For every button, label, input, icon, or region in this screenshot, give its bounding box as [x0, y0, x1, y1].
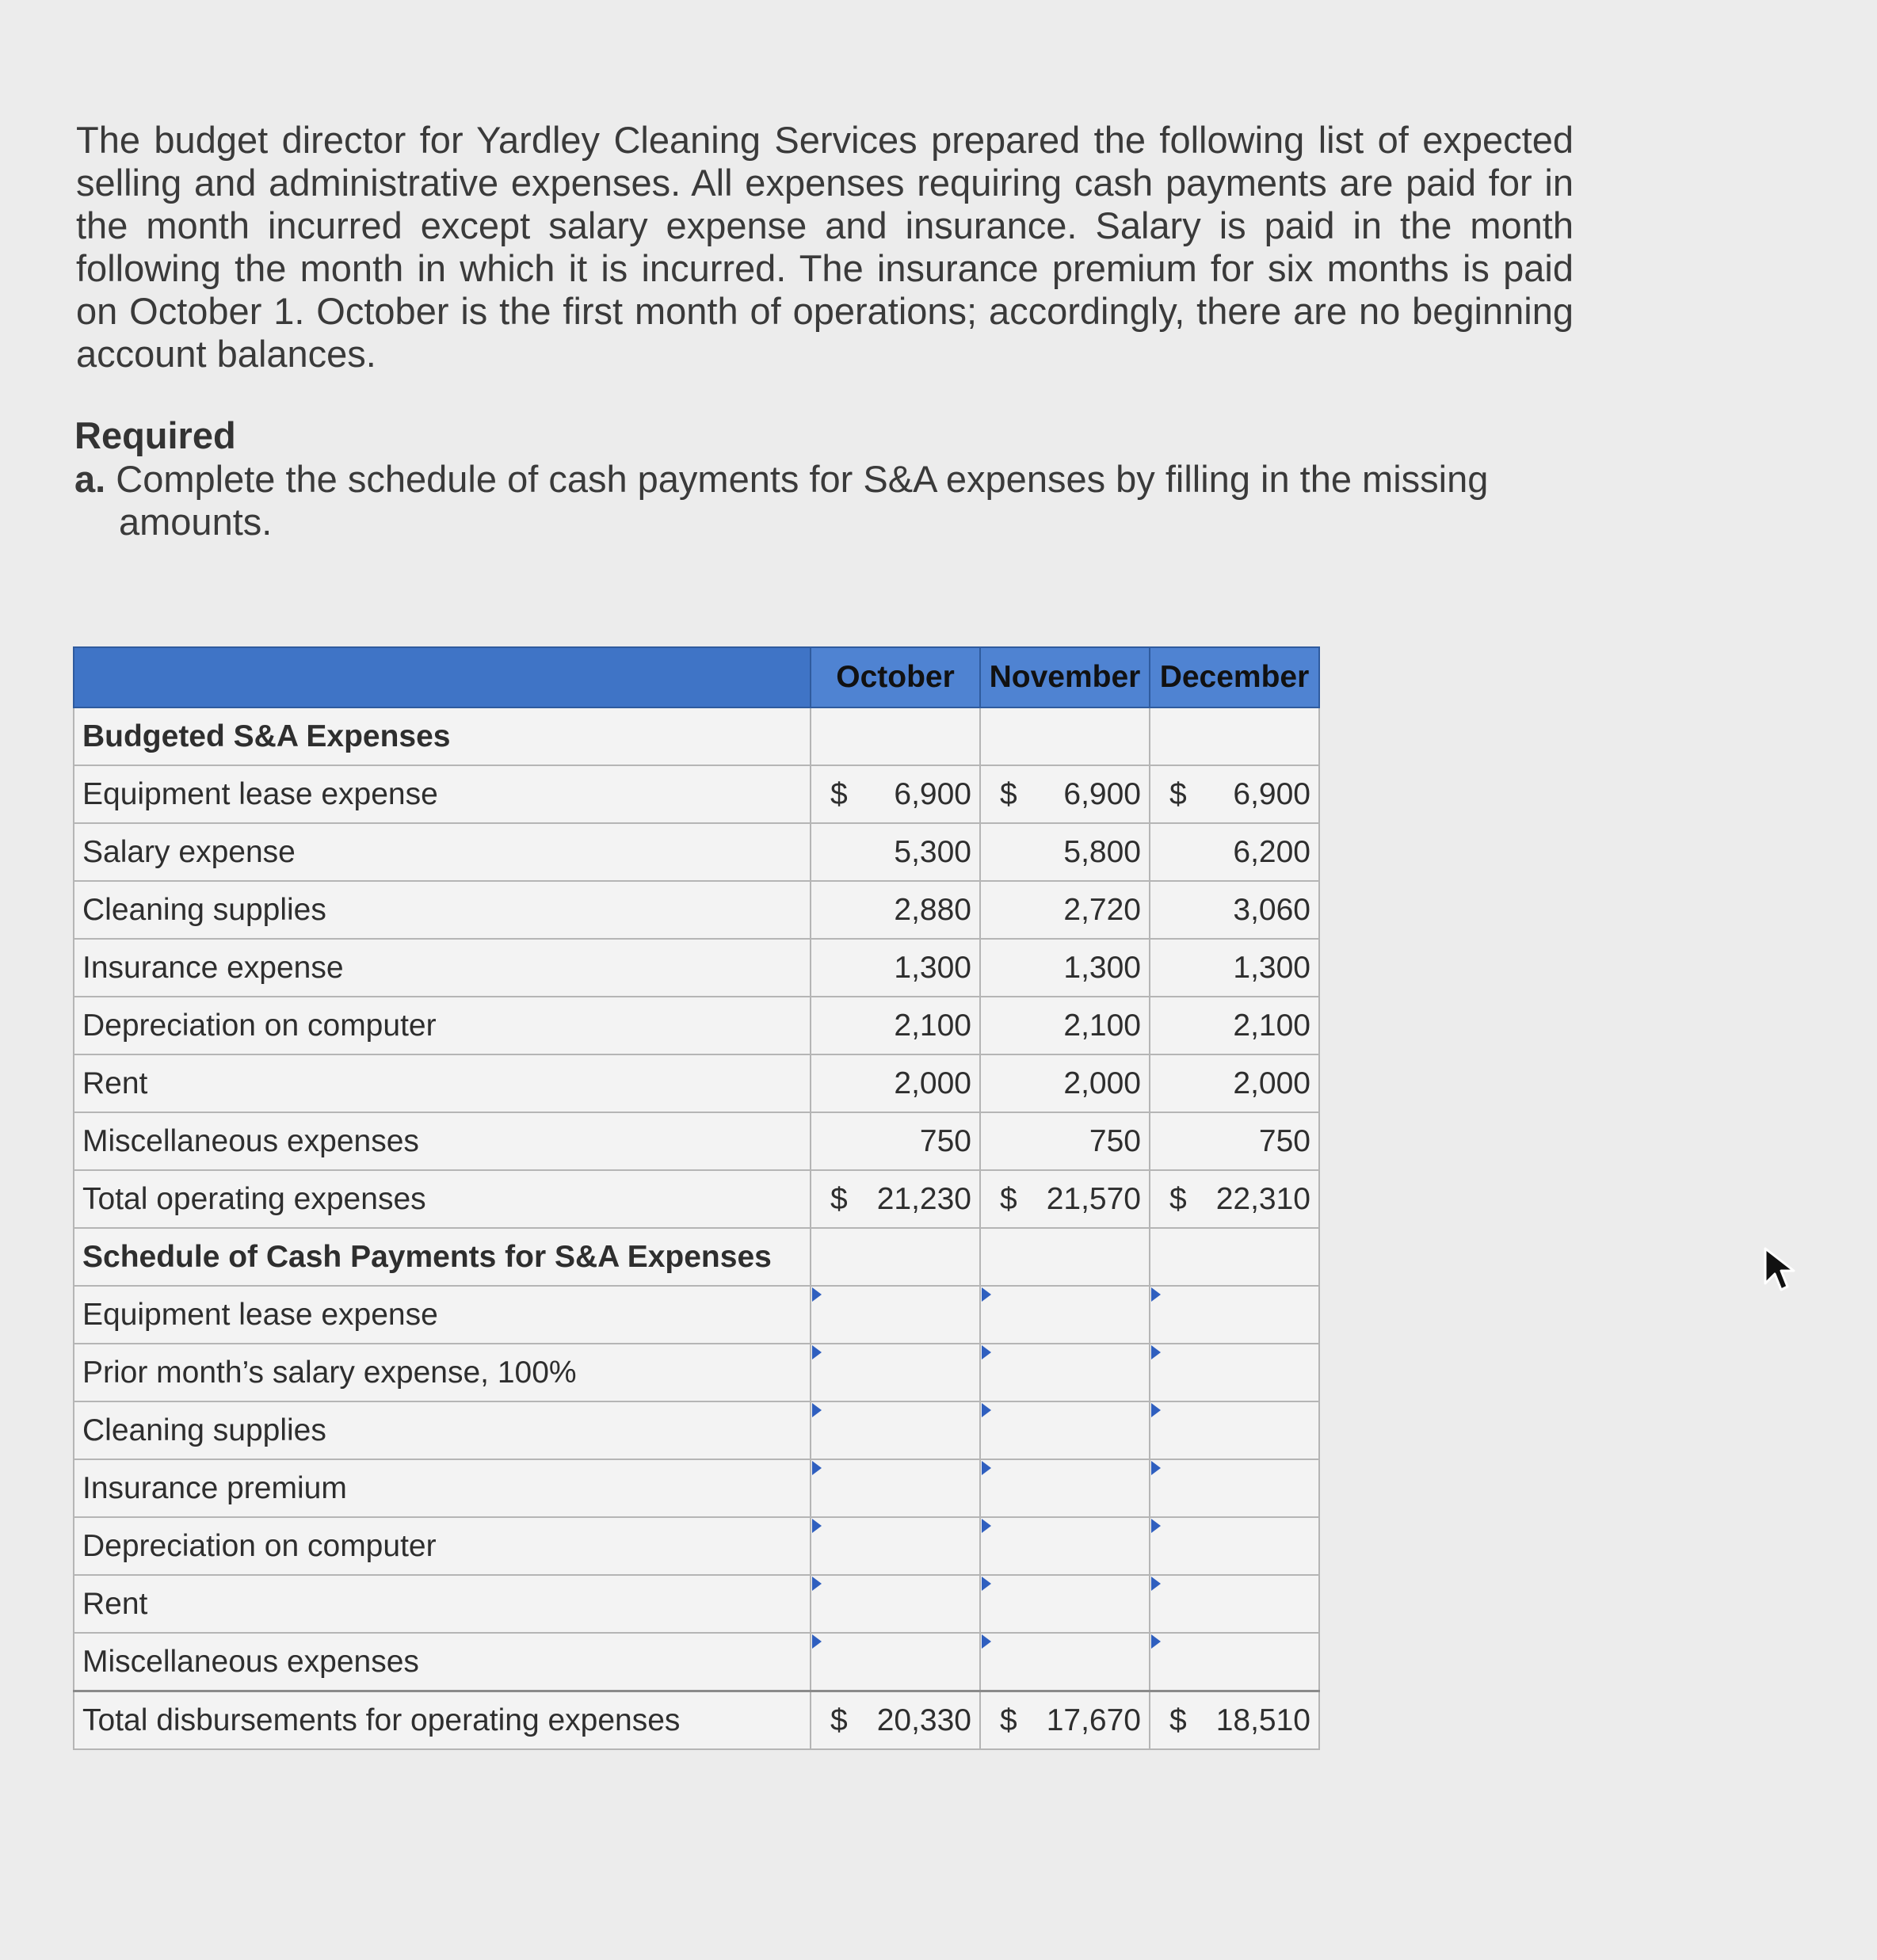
value-cell [1150, 1112, 1319, 1170]
value-cell [1150, 881, 1319, 939]
value-cell: $ 17,670 [980, 1691, 1150, 1750]
row-label: Total disbursements for operating expenses [74, 1691, 811, 1750]
row-label: Rent [74, 1575, 811, 1633]
requirement-letter: a. [74, 458, 106, 500]
answer-cell-november[interactable] [980, 1517, 1150, 1575]
input-flag-icon [982, 1345, 991, 1359]
value-cell [811, 997, 980, 1054]
answer-input-november[interactable] [989, 1523, 1141, 1570]
answer-input-october[interactable] [819, 1407, 971, 1455]
amount: 6,200 [1233, 834, 1310, 869]
budget-row [74, 1054, 1319, 1112]
answer-input-december[interactable] [1158, 1407, 1310, 1455]
row-label: Equipment lease expense [74, 765, 811, 823]
row-label: Cleaning supplies [74, 1401, 811, 1459]
value-cell: $ 21,570 [980, 1170, 1150, 1228]
row-label: Prior month’s salary expense, 100% [74, 1344, 811, 1401]
amount: 6,900 [1233, 776, 1310, 811]
answer-cell-november[interactable] [980, 1459, 1150, 1517]
input-flag-icon [812, 1519, 822, 1533]
value-cell [980, 1112, 1150, 1170]
value-cell [811, 1112, 980, 1170]
answer-input-october[interactable] [819, 1465, 971, 1512]
input-flag-icon [1151, 1634, 1161, 1649]
input-flag-icon [982, 1461, 991, 1475]
required-heading: Required [74, 414, 236, 456]
answer-input-october[interactable] [819, 1523, 971, 1570]
cash-section-title: Schedule of Cash Payments for S&A Expenses [74, 1228, 811, 1286]
header-row [74, 647, 1319, 707]
requirement-a [74, 458, 1608, 543]
value-cell [1150, 765, 1319, 823]
amount: 2,100 [894, 1008, 971, 1043]
schedule-table [73, 646, 1320, 1750]
row-label: Miscellaneous expenses [74, 1633, 811, 1691]
value-cell [1150, 823, 1319, 881]
input-flag-icon [812, 1461, 822, 1475]
answer-cell-december[interactable] [1150, 1459, 1319, 1517]
amount: 5,300 [894, 834, 971, 869]
budget-row [74, 765, 1319, 823]
input-flag-icon [1151, 1287, 1161, 1302]
col-header-december: December [1150, 647, 1319, 707]
answer-input-november[interactable] [989, 1581, 1141, 1628]
currency-symbol: $ [1169, 776, 1187, 811]
value-cell [980, 765, 1150, 823]
cash-row [74, 1344, 1319, 1401]
budget-row [74, 881, 1319, 939]
input-flag-icon [982, 1577, 991, 1591]
answer-cell-december[interactable] [1150, 1633, 1319, 1691]
row-label: Salary expense [74, 823, 811, 881]
amount: 2,880 [894, 892, 971, 927]
answer-input-november[interactable] [989, 1291, 1141, 1339]
answer-cell-november[interactable] [980, 1401, 1150, 1459]
answer-input-october[interactable] [819, 1291, 971, 1339]
answer-cell-october[interactable] [811, 1517, 980, 1575]
budget-row [74, 1112, 1319, 1170]
input-flag-icon [812, 1345, 822, 1359]
cash-total-row [74, 1691, 1319, 1750]
amount: 750 [1089, 1123, 1141, 1158]
amount: 5,800 [1063, 834, 1141, 869]
answer-cell-october[interactable] [811, 1401, 980, 1459]
answer-input-december[interactable] [1158, 1291, 1310, 1339]
requirement-text: Complete the schedule of cash payments for S&A expenses by filling in the missing amounts. [116, 458, 1489, 543]
budget-section-row [74, 707, 1319, 765]
row-label: Rent [74, 1054, 811, 1112]
input-flag-icon [1151, 1403, 1161, 1417]
row-label: Depreciation on computer [74, 997, 811, 1054]
answer-cell-october[interactable] [811, 1344, 980, 1401]
answer-cell-december[interactable] [1150, 1401, 1319, 1459]
answer-cell-october[interactable] [811, 1575, 980, 1633]
amount: 750 [1258, 1123, 1310, 1158]
amount: 2,000 [1233, 1066, 1310, 1100]
answer-input-december[interactable] [1158, 1349, 1310, 1397]
answer-cell-december[interactable] [1150, 1575, 1319, 1633]
cash-row [74, 1517, 1319, 1575]
input-flag-icon [982, 1287, 991, 1302]
value-cell: $ 21,230 [811, 1170, 980, 1228]
answer-input-october[interactable] [819, 1638, 971, 1686]
amount: 2,100 [1233, 1008, 1310, 1043]
col-header-november: November [980, 647, 1150, 707]
input-flag-icon [812, 1634, 822, 1649]
input-flag-icon [812, 1287, 822, 1302]
header-blank [74, 647, 811, 707]
answer-cell-november[interactable] [980, 1633, 1150, 1691]
budget-row [74, 939, 1319, 997]
cash-row [74, 1459, 1319, 1517]
amount: 3,060 [1233, 892, 1310, 927]
amount: 750 [919, 1123, 971, 1158]
value-cell [811, 823, 980, 881]
answer-input-november[interactable] [989, 1407, 1141, 1455]
answer-cell-october[interactable] [811, 1633, 980, 1691]
cash-row [74, 1401, 1319, 1459]
budget-section-title: Budgeted S&A Expenses [74, 707, 811, 765]
row-label: Depreciation on computer [74, 1517, 811, 1575]
budget-total-row [74, 1170, 1319, 1228]
amount: 2,100 [1063, 1008, 1141, 1043]
row-label: Insurance expense [74, 939, 811, 997]
value-cell [1150, 1054, 1319, 1112]
answer-cell-october[interactable] [811, 1286, 980, 1344]
currency-symbol: $ [830, 776, 848, 811]
amount: 2,000 [1063, 1066, 1141, 1100]
value-cell: $ 20,330 [811, 1691, 980, 1750]
answer-input-october[interactable] [819, 1581, 971, 1628]
answer-cell-november[interactable] [980, 1344, 1150, 1401]
cash-row [74, 1575, 1319, 1633]
value-cell: $ 22,310 [1150, 1170, 1319, 1228]
value-cell [811, 765, 980, 823]
answer-input-october[interactable] [819, 1349, 971, 1397]
value-cell [980, 823, 1150, 881]
col-header-october: October [811, 647, 980, 707]
answer-cell-december[interactable] [1150, 1344, 1319, 1401]
value-cell [1150, 939, 1319, 997]
answer-input-november[interactable] [989, 1349, 1141, 1397]
answer-input-november[interactable] [989, 1465, 1141, 1512]
value-cell [980, 939, 1150, 997]
answer-cell-october[interactable] [811, 1459, 980, 1517]
row-label: Equipment lease expense [74, 1286, 811, 1344]
input-flag-icon [1151, 1519, 1161, 1533]
input-flag-icon [812, 1403, 822, 1417]
answer-cell-december[interactable] [1150, 1517, 1319, 1575]
value-cell [980, 997, 1150, 1054]
input-flag-icon [982, 1519, 991, 1533]
answer-input-november[interactable] [989, 1638, 1141, 1686]
row-label: Total operating expenses [74, 1170, 811, 1228]
input-flag-icon [1151, 1577, 1161, 1591]
value-cell: $ 18,510 [1150, 1691, 1319, 1750]
input-flag-icon [1151, 1461, 1161, 1475]
row-label: Insurance premium [74, 1459, 811, 1517]
budget-row [74, 823, 1319, 881]
row-label: Miscellaneous expenses [74, 1112, 811, 1170]
amount: 2,000 [894, 1066, 971, 1100]
amount: 1,300 [1233, 950, 1310, 985]
input-flag-icon [1151, 1345, 1161, 1359]
cash-section-row [74, 1228, 1319, 1286]
value-cell [980, 1054, 1150, 1112]
mouse-pointer-icon [1761, 1245, 1805, 1296]
amount: 2,720 [1063, 892, 1141, 927]
amount: 1,300 [894, 950, 971, 985]
budget-row [74, 997, 1319, 1054]
answer-cell-november[interactable] [980, 1575, 1150, 1633]
amount: 6,900 [894, 776, 971, 811]
answer-input-december[interactable] [1158, 1581, 1310, 1628]
cash-row [74, 1633, 1319, 1691]
answer-cell-december[interactable] [1150, 1286, 1319, 1344]
cash-row [74, 1286, 1319, 1344]
answer-input-december[interactable] [1158, 1465, 1310, 1512]
input-flag-icon [982, 1634, 991, 1649]
value-cell [980, 881, 1150, 939]
row-label: Cleaning supplies [74, 881, 811, 939]
input-flag-icon [812, 1577, 822, 1591]
answer-input-december[interactable] [1158, 1523, 1310, 1570]
input-flag-icon [982, 1403, 991, 1417]
value-cell [811, 1054, 980, 1112]
answer-input-december[interactable] [1158, 1638, 1310, 1686]
value-cell [1150, 997, 1319, 1054]
amount: 1,300 [1063, 950, 1141, 985]
value-cell [811, 881, 980, 939]
value-cell [811, 939, 980, 997]
answer-cell-november[interactable] [980, 1286, 1150, 1344]
amount: 6,900 [1063, 776, 1141, 811]
currency-symbol: $ [1000, 776, 1017, 811]
problem-statement: The budget director for Yardley Cleaning Services prepared the following list of expected selling and administrative expenses. All expenses requiring cash payments are paid for in the month incurred except salary expense and insurance. Salary is paid in the month following the month in which it is incurred. The insurance premium for six months is paid on October 1. October is the first month of operations; accordingly, there are no beginning account balances. [76, 119, 1574, 375]
